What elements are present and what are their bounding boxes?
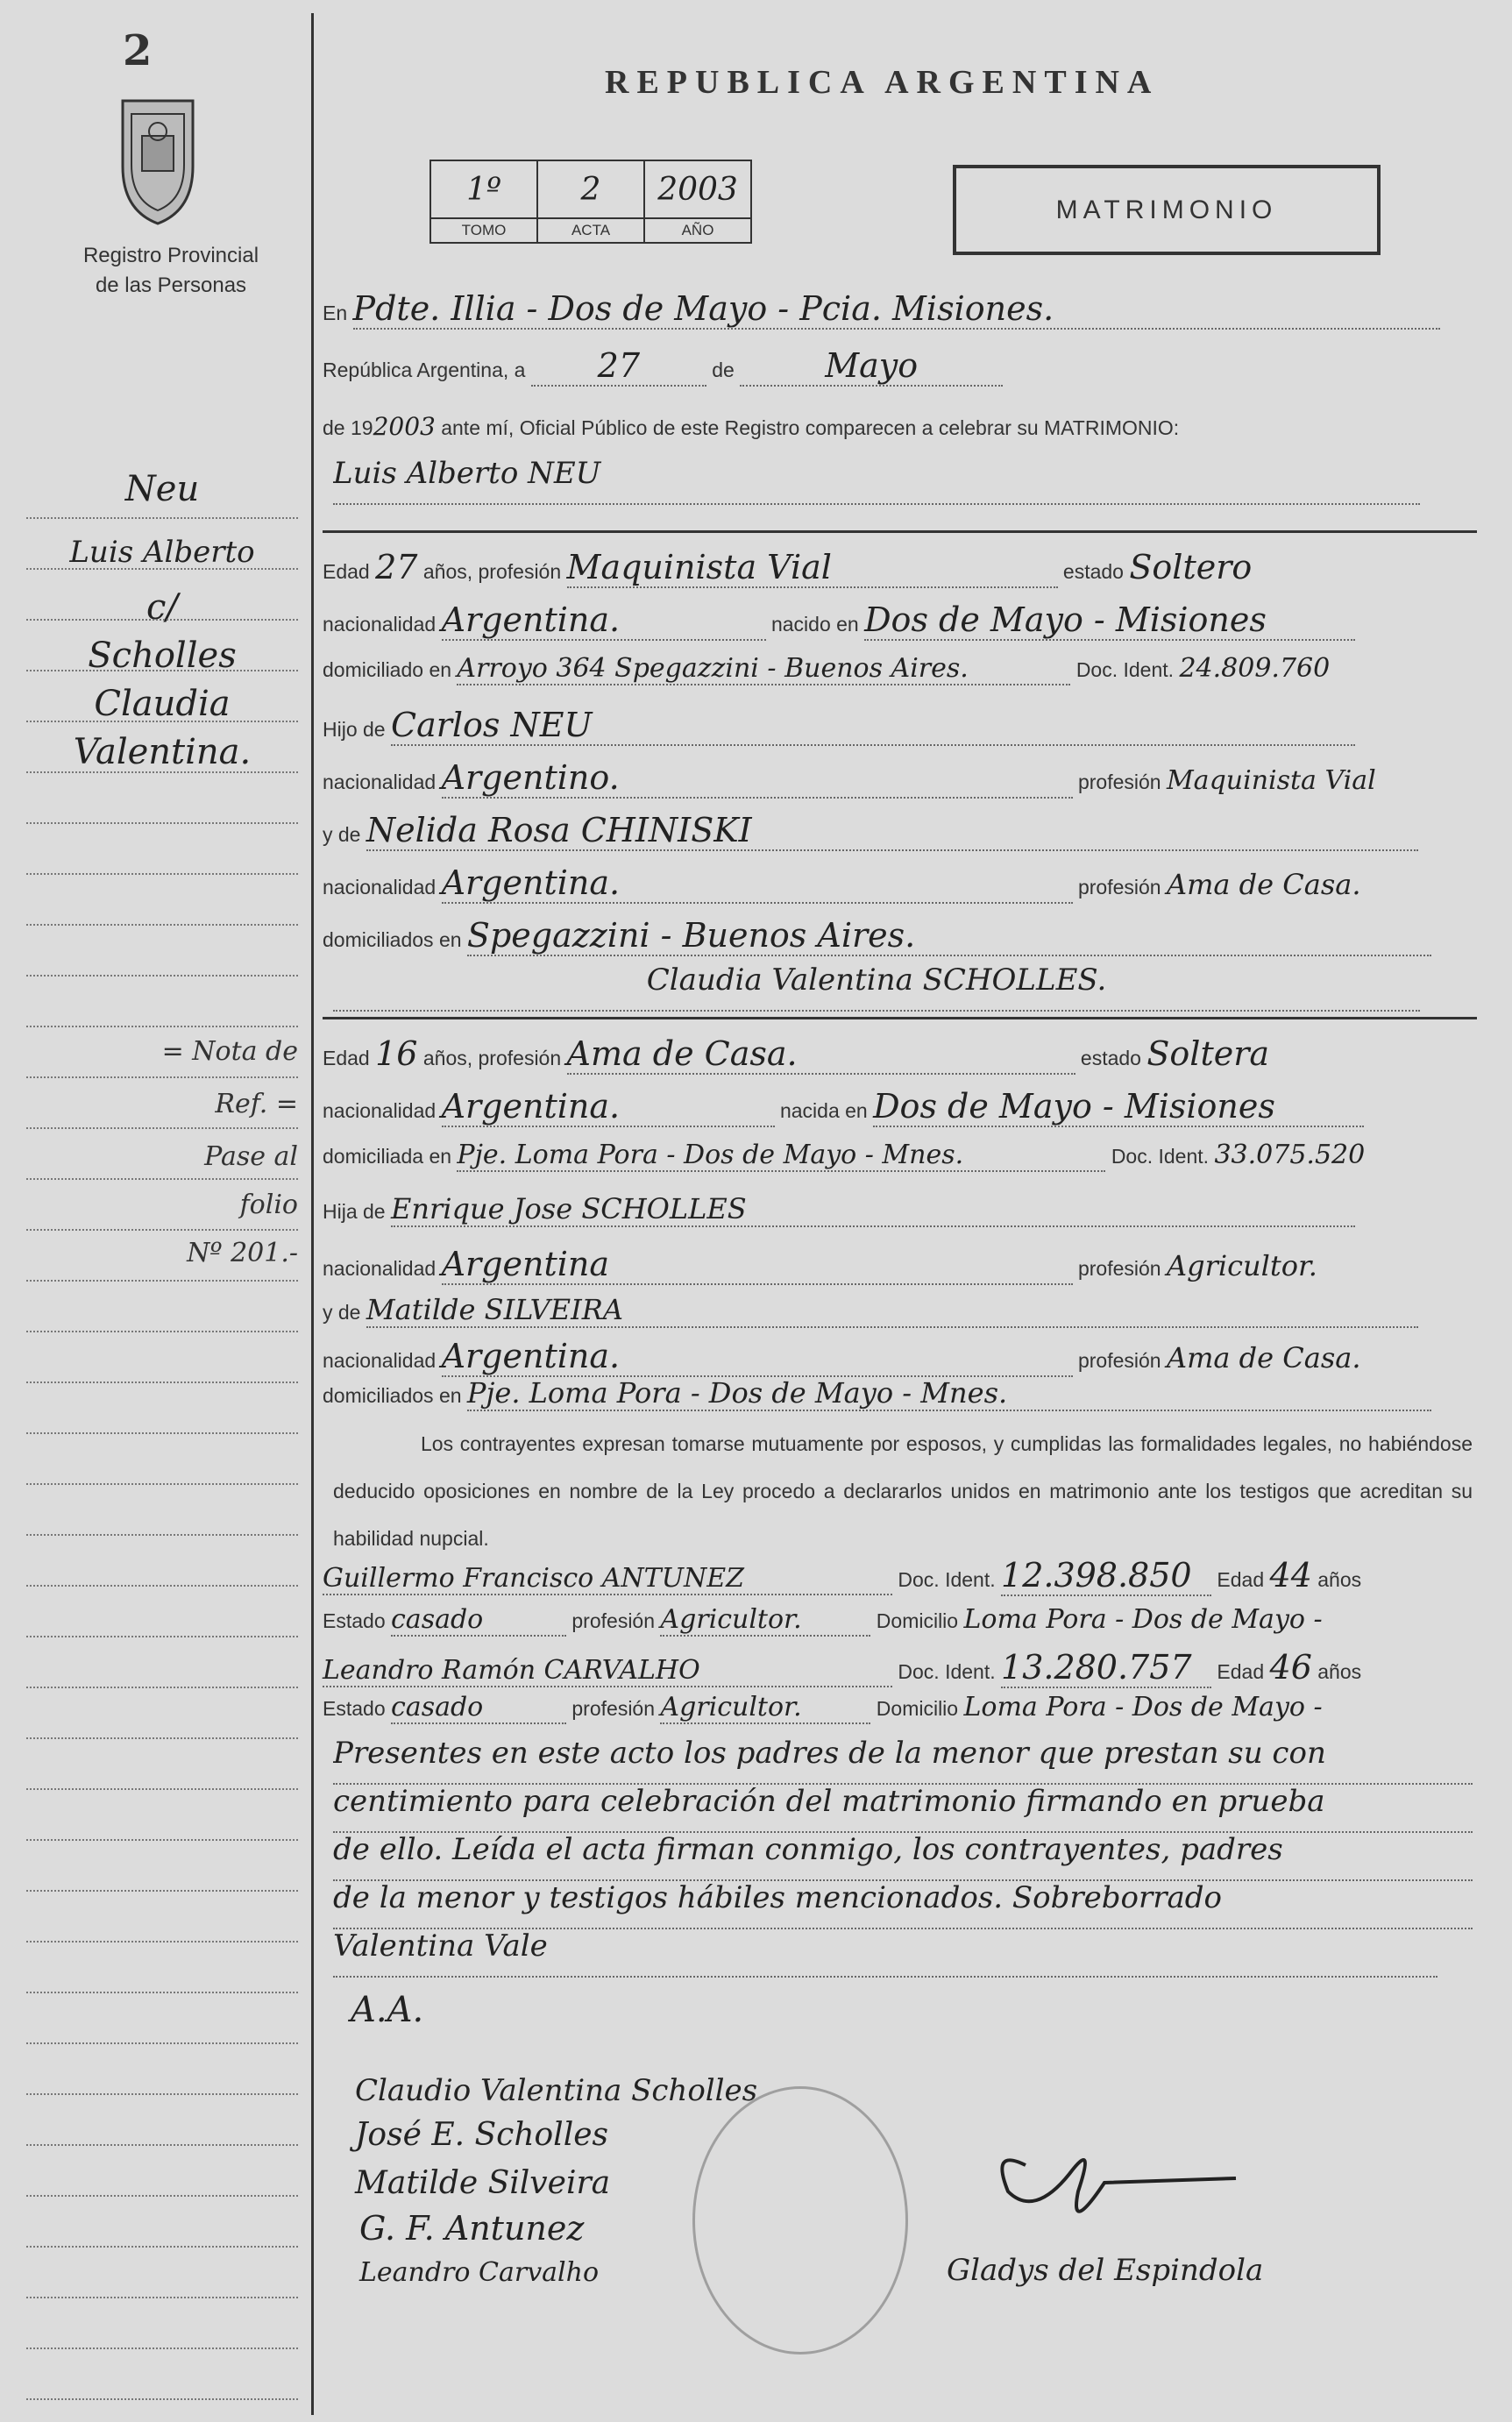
margin-rule: [26, 1687, 298, 1688]
margin-rule: [26, 2347, 298, 2349]
note-line: de ello. Leída el acta firman conmigo, los contrayentes, padres: [333, 1832, 1473, 1881]
groom-padre-nac: Argentino.: [442, 758, 1073, 799]
groom-edad: 27: [375, 548, 418, 586]
signature: Leandro Carvalho: [359, 2257, 600, 2288]
republica-title: REPUBLICA ARGENTINA: [605, 64, 1160, 101]
margin-note: Pase al: [204, 1141, 298, 1172]
margin-rule: [26, 1280, 298, 1282]
witness1-doc: 12.398.850: [1001, 1556, 1211, 1596]
witness1-estado-line: [323, 1604, 1477, 1646]
official-stamp: [692, 2086, 908, 2355]
margin-rule: [26, 1636, 298, 1637]
bride-padre-prof: Agricultor.: [1166, 1249, 1317, 1282]
groom-edad-line: [323, 548, 1477, 590]
margin-name2: Claudia: [94, 684, 231, 724]
bride-name: Claudia Valentina SCHOLLES.: [333, 962, 1420, 1012]
witness2-doc: 13.280.757: [1001, 1648, 1211, 1688]
witness2-name: Leandro Ramón CARVALHO: [323, 1655, 892, 1687]
doc-label: Doc. Ident.: [898, 1660, 996, 1683]
nac-label: nacionalidad: [323, 1099, 437, 1122]
margin-rule: [26, 670, 298, 671]
margin-name: Luis Alberto: [69, 535, 255, 570]
registro-label: [53, 241, 289, 301]
anio-value: 2003: [644, 160, 751, 218]
groom-doc: 24.809.760: [1179, 653, 1331, 684]
hija-label: Hija de: [323, 1200, 386, 1223]
margin-divider: [311, 13, 314, 2415]
bride-madre-nac: Argentina.: [442, 1337, 1073, 1377]
folio-number: 2: [123, 26, 153, 75]
margin-rule: [26, 2144, 298, 2146]
margin-rule: [26, 1127, 298, 1129]
margin-note: = Nota de: [161, 1036, 298, 1067]
groom-madre: Nelida Rosa CHINISKI: [366, 811, 1418, 851]
doms-label: domiciliados en: [323, 928, 462, 951]
signature: G. F. Antunez: [359, 2209, 585, 2248]
margin-surname2: Scholles: [88, 636, 237, 676]
bride-padre-nac: Argentina: [442, 1245, 1073, 1285]
doc-label: Doc. Ident.: [898, 1568, 996, 1591]
bride-nacida: Dos de Mayo - Misiones: [873, 1087, 1364, 1127]
margin-rule: [26, 1585, 298, 1587]
groom-dom-line: [323, 653, 1477, 695]
margin-rule: [26, 1483, 298, 1485]
signature: Matilde Silveira: [355, 2165, 611, 2201]
margin-note: Ref. =: [215, 1089, 298, 1119]
nac-label: nacionalidad: [323, 1257, 437, 1280]
bride-padre: Enrique Jose SCHOLLES: [391, 1192, 1355, 1227]
domicilio-label: Domicilio: [876, 1609, 959, 1632]
margin-rule: [26, 2093, 298, 2095]
nac-label: nacionalidad: [323, 613, 437, 636]
bride-nac-line: [323, 1087, 1477, 1129]
bride-dom-line: [323, 1140, 1477, 1182]
anios-label: años, profesión: [422, 560, 562, 583]
prof-label: profesión: [1077, 1257, 1161, 1280]
tomo-acta-table: [429, 160, 752, 244]
declaration-paragraph: Los contrayentes expresan tomarse mutuamente por esposos, y cumplidas las formalidades legales, no habiéndose deducido oposiciones en nombre de la Ley procedo a declararlos unidos en matrimonio ante los testigos que acreditan su habilidad nupcial.: [333, 1432, 1473, 1550]
nac-label: nacionalidad: [323, 876, 437, 898]
margin-rule: [26, 1534, 298, 1536]
year-field: 2003: [373, 412, 436, 441]
edad-label: Edad: [1217, 1660, 1265, 1683]
note-line: Presentes en este acto los padres de la menor que prestan su con: [333, 1736, 1473, 1785]
section-separator: [323, 1017, 1477, 1019]
bride-madre-prof: Ama de Casa.: [1166, 1341, 1361, 1374]
bride-edad: 16: [375, 1034, 418, 1073]
margin-surname: Neu: [124, 469, 200, 509]
bride-padre-nac-line: [323, 1245, 1477, 1287]
nac-label: nacionalidad: [323, 1349, 437, 1372]
domicilio-label: Domicilio: [876, 1697, 959, 1720]
acta-label: ACTA: [537, 218, 644, 243]
bride-doc: 33.075.520: [1214, 1140, 1366, 1170]
groom-profesion: Maquinista Vial: [567, 548, 1058, 588]
bride-nacionalidad: Argentina.: [442, 1087, 775, 1127]
groom-nacionalidad: Argentina.: [442, 600, 766, 641]
estado-label: Estado: [323, 1697, 386, 1720]
month-field: Mayo: [740, 346, 1003, 387]
groom-hijo-line: [323, 706, 1477, 748]
groom-padres-dom-line: [323, 916, 1477, 958]
witness2-edad: 46: [1269, 1648, 1312, 1687]
margin-rule: [26, 1229, 298, 1231]
witness2-domicilio: Loma Pora - Dos de Mayo -: [963, 1692, 1323, 1722]
yde-label: y de: [323, 823, 361, 846]
margin-rule: [26, 517, 298, 519]
republica-label: República Argentina, a: [323, 359, 526, 381]
section-separator: [323, 530, 1477, 533]
margin-rule: [26, 1941, 298, 1943]
witness1-line: [323, 1556, 1477, 1598]
prof-label: profesión: [1077, 1349, 1161, 1372]
shield-emblem-icon: [105, 88, 210, 228]
edad-label: Edad: [323, 1047, 370, 1069]
note-line: Valentina Vale: [333, 1928, 1437, 1978]
anios-label: años, profesión: [422, 1047, 562, 1069]
edad-label: Edad: [1217, 1568, 1265, 1591]
margin-con: c/: [146, 587, 178, 628]
witness1-edad: 44: [1269, 1556, 1312, 1595]
document-type-box: MATRIMONIO: [953, 165, 1381, 255]
registro-line2: de las Personas: [95, 273, 247, 297]
witness1-name: Guillermo Francisco ANTUNEZ: [323, 1563, 892, 1595]
doc-label: Doc. Ident.: [1075, 658, 1175, 681]
groom-madre-nac-line: [323, 863, 1477, 906]
de19-label: de 19: [323, 416, 373, 439]
margin-rule: [26, 2042, 298, 2044]
nacido-label: nacido en: [770, 613, 859, 636]
tomo-value: 1º: [430, 160, 537, 218]
anios-label: años: [1317, 1568, 1362, 1591]
margin-note: Nº 201.-: [187, 1238, 298, 1268]
witness1-profesion: Agricultor.: [660, 1604, 870, 1637]
day-field: 27: [531, 346, 706, 387]
margin-name3: Valentina.: [73, 732, 252, 772]
bride-madre-line: [323, 1293, 1477, 1335]
margin-rule: [26, 1788, 298, 1790]
intro-line-year: [323, 412, 1477, 454]
estado-label: estado: [1062, 560, 1124, 583]
margin-rule: [26, 1890, 298, 1892]
doms-label: domiciliados en: [323, 1384, 462, 1407]
prof-label: profesión: [1077, 876, 1161, 898]
bride-padres-dom-line: [323, 1376, 1477, 1418]
signature: Claudio Valentina Scholles: [355, 2073, 758, 2108]
note-line: centimiento para celebración del matrimonio firmando en prueba: [333, 1784, 1473, 1833]
groom-padre-nac-line: [323, 758, 1477, 800]
witness1-estado: casado: [391, 1604, 566, 1637]
intro-line-date: [323, 346, 1477, 388]
bride-domicilio: Pje. Loma Pora - Dos de Mayo - Mnes.: [457, 1140, 1105, 1172]
bride-hija-line: [323, 1192, 1477, 1234]
en-label: En: [323, 302, 348, 324]
margin-rule: [26, 568, 298, 570]
de-label: de: [712, 359, 735, 381]
margin-rule: [26, 1178, 298, 1180]
margin-rule: [26, 975, 298, 977]
bride-madre-nac-line: [323, 1337, 1477, 1379]
margin-rule: [26, 2398, 298, 2400]
groom-padre-prof: Maquinista Vial: [1166, 765, 1376, 796]
dom-label: domiciliado en: [323, 658, 452, 681]
anio-label: AÑO: [644, 218, 751, 243]
margin-note: folio: [239, 1190, 298, 1220]
witness2-estado: casado: [391, 1692, 566, 1724]
ante-label: ante mí, Oficial Público de este Registro comparecen a celebrar su MATRIMONIO:: [441, 416, 1180, 439]
margin-rule: [26, 873, 298, 875]
groom-madre-prof: Ama de Casa.: [1166, 868, 1361, 901]
margin-rule: [26, 924, 298, 926]
margin-rule: [26, 822, 298, 824]
groom-nacido: Dos de Mayo - Misiones: [864, 600, 1355, 641]
bride-profesion: Ama de Casa.: [567, 1034, 1075, 1075]
witness2-line: [323, 1648, 1477, 1690]
edad-label: Edad: [323, 560, 370, 583]
acta-value: 2: [537, 160, 644, 218]
estado-label: Estado: [323, 1609, 386, 1632]
bride-estado: Soltera: [1146, 1034, 1270, 1073]
witness2-profesion: Agricultor.: [660, 1692, 870, 1724]
margin-rule: [26, 1432, 298, 1434]
note-line: de la menor y testigos hábiles mencionados. Sobreborrado: [333, 1880, 1473, 1929]
nac-label: nacionalidad: [323, 771, 437, 793]
groom-padre: Carlos NEU: [391, 706, 1355, 746]
prof-label: profesión: [1077, 771, 1161, 793]
groom-domicilio: Arroyo 364 Spegazzini - Buenos Aires.: [457, 653, 1070, 685]
margin-rule: [26, 1331, 298, 1332]
dom-label: domiciliada en: [323, 1145, 452, 1168]
estado-label: estado: [1080, 1047, 1141, 1069]
groom-nac-line: [323, 600, 1477, 643]
bride-madre: Matilde SILVEIRA: [366, 1293, 1418, 1328]
profesion-label: profesión: [571, 1697, 656, 1720]
margin-rule: [26, 721, 298, 722]
registro-line1: Registro Provincial: [82, 244, 259, 267]
margin-rule: [26, 771, 298, 773]
bride-edad-line: [323, 1034, 1477, 1076]
initials-signature: A.A.: [351, 1990, 424, 2030]
officer-signature-flourish-icon: [973, 2113, 1253, 2244]
place-field: Pdte. Illia - Dos de Mayo - Pcia. Misiones.: [353, 289, 1440, 330]
witness2-estado-line: [323, 1692, 1477, 1734]
nacida-label: nacida en: [779, 1099, 868, 1122]
margin-rule: [26, 1026, 298, 1027]
groom-madre-nac: Argentina.: [442, 863, 1073, 904]
margin-rule: [26, 1839, 298, 1841]
doc-label: Doc. Ident.: [1111, 1145, 1210, 1168]
margin-rule: [26, 1381, 298, 1383]
groom-madre-line: [323, 811, 1477, 853]
intro-line-place: [323, 289, 1477, 331]
tomo-label: TOMO: [430, 218, 537, 243]
anios-label: años: [1317, 1660, 1362, 1683]
officer-signature: Gladys del Espindola: [947, 2253, 1264, 2288]
groom-name: Luis Alberto NEU: [333, 456, 1420, 505]
margin-rule: [26, 619, 298, 621]
bride-padres-dom: Pje. Loma Pora - Dos de Mayo - Mnes.: [467, 1376, 1431, 1411]
margin-rule: [26, 2297, 298, 2298]
profesion-label: profesión: [571, 1609, 656, 1632]
margin-rule: [26, 2195, 298, 2197]
groom-estado: Soltero: [1129, 548, 1253, 586]
witness1-domicilio: Loma Pora - Dos de Mayo -: [963, 1604, 1323, 1635]
yde-label: y de: [323, 1301, 361, 1324]
margin-rule: [26, 1737, 298, 1739]
hijo-label: Hijo de: [323, 718, 386, 741]
margin-rule: [26, 1076, 298, 1078]
groom-padres-dom: Spegazzini - Buenos Aires.: [467, 916, 1431, 956]
signature: José E. Scholles: [355, 2117, 608, 2153]
margin-rule: [26, 2246, 298, 2248]
margin-rule: [26, 1992, 298, 1993]
